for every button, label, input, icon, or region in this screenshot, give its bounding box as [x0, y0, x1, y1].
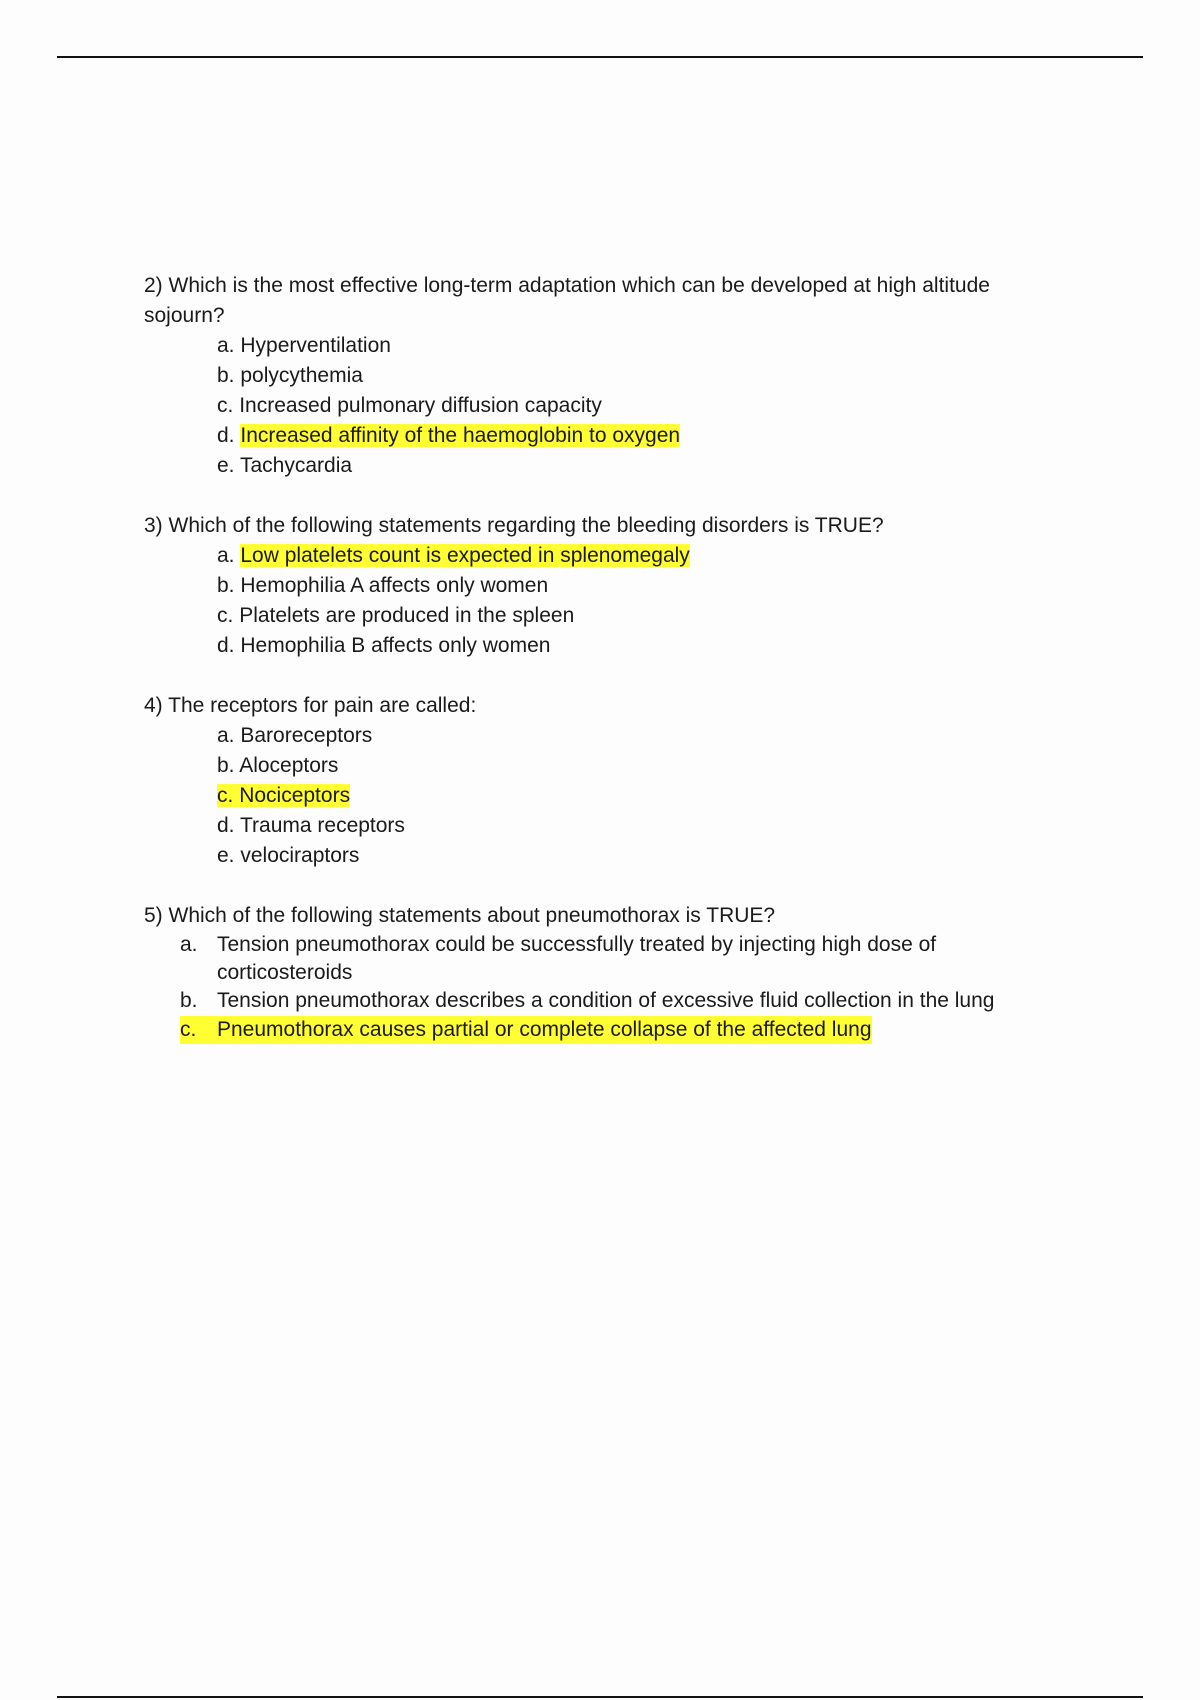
option-b [217, 361, 1074, 391]
option-c [217, 781, 1074, 811]
option-c [217, 391, 1074, 421]
options-list [144, 541, 1074, 661]
option-letter: a. [217, 724, 235, 747]
option-b [180, 987, 1074, 1015]
option-b [217, 571, 1074, 601]
option-text: Hemophilia A affects only women [240, 574, 549, 597]
option-letter: d. [217, 814, 235, 837]
option-a [217, 721, 1074, 751]
question-5 [144, 901, 1074, 1045]
option-d [217, 421, 1074, 451]
option-text: Tachycardia [239, 454, 353, 477]
option-letter: d. [217, 424, 235, 447]
question-3 [144, 511, 1074, 661]
option-d [217, 631, 1074, 661]
option-letter: d. [217, 634, 235, 657]
options-list [144, 721, 1074, 871]
document-body [144, 271, 1074, 1075]
options-list [144, 331, 1074, 481]
option-letter: b. [180, 989, 198, 1012]
option-highlighted [217, 784, 350, 807]
option-text: Tension pneumothorax could be successfully treated by injecting high dose of corticosteroids [217, 933, 937, 984]
option-text: polycythemia [240, 364, 363, 387]
option-c-highlighted [180, 1016, 872, 1044]
option-letter: e. [217, 454, 235, 477]
option-text: velociraptors [240, 844, 360, 867]
option-c [217, 601, 1074, 631]
option-text: Pneumothorax causes partial or complete collapse of the affected lung [217, 1018, 872, 1041]
option-letter: c. [217, 604, 234, 627]
option-e [217, 841, 1074, 871]
option-letter: a. [180, 933, 198, 956]
option-text-highlighted: Low platelets count is expected in splenomegaly [240, 544, 690, 567]
option-d [217, 811, 1074, 841]
option-letter: c. [180, 1018, 197, 1041]
option-text: Nociceptors [239, 784, 351, 807]
option-a [217, 541, 1074, 571]
option-text: Hyperventilation [240, 334, 391, 357]
option-text: Aloceptors [239, 754, 339, 777]
option-letter: a. [217, 544, 235, 567]
question-4 [144, 691, 1074, 871]
question-prompt: 5) Which of the following statements about pneumothorax is TRUE? [144, 904, 776, 927]
option-letter: b. [217, 364, 235, 387]
question-prompt: 3) Which of the following statements regarding the bleeding disorders is TRUE? [144, 514, 884, 537]
option-letter: b. [217, 754, 235, 777]
question-prompt: 2) Which is the most effective long-term adaptation which can be developed at high altitude sojourn? [144, 274, 990, 327]
question-prompt: 4) The receptors for pain are called: [144, 694, 477, 717]
option-letter: b. [217, 574, 235, 597]
option-letter: c. [217, 394, 234, 417]
option-text: Increased pulmonary diffusion capacity [239, 394, 602, 417]
option-text: Hemophilia B affects only women [240, 634, 551, 657]
question-2 [144, 271, 1074, 481]
option-a [217, 331, 1074, 361]
option-letter: a. [217, 334, 235, 357]
option-e [217, 451, 1074, 481]
top-rule [57, 56, 1143, 58]
option-a [180, 931, 1074, 987]
option-text: Trauma receptors [239, 814, 405, 837]
option-text: Platelets are produced in the spleen [239, 604, 575, 627]
option-letter: e. [217, 844, 235, 867]
option-text: Baroreceptors [240, 724, 373, 747]
option-text: Tension pneumothorax describes a condition of excessive fluid collection in the lung [217, 989, 995, 1012]
option-b [217, 751, 1074, 781]
bottom-rule [57, 1696, 1143, 1698]
option-letter: c. [217, 784, 234, 807]
option-text-highlighted: Increased affinity of the haemoglobin to oxygen [240, 424, 681, 447]
options-list [144, 931, 1074, 1045]
